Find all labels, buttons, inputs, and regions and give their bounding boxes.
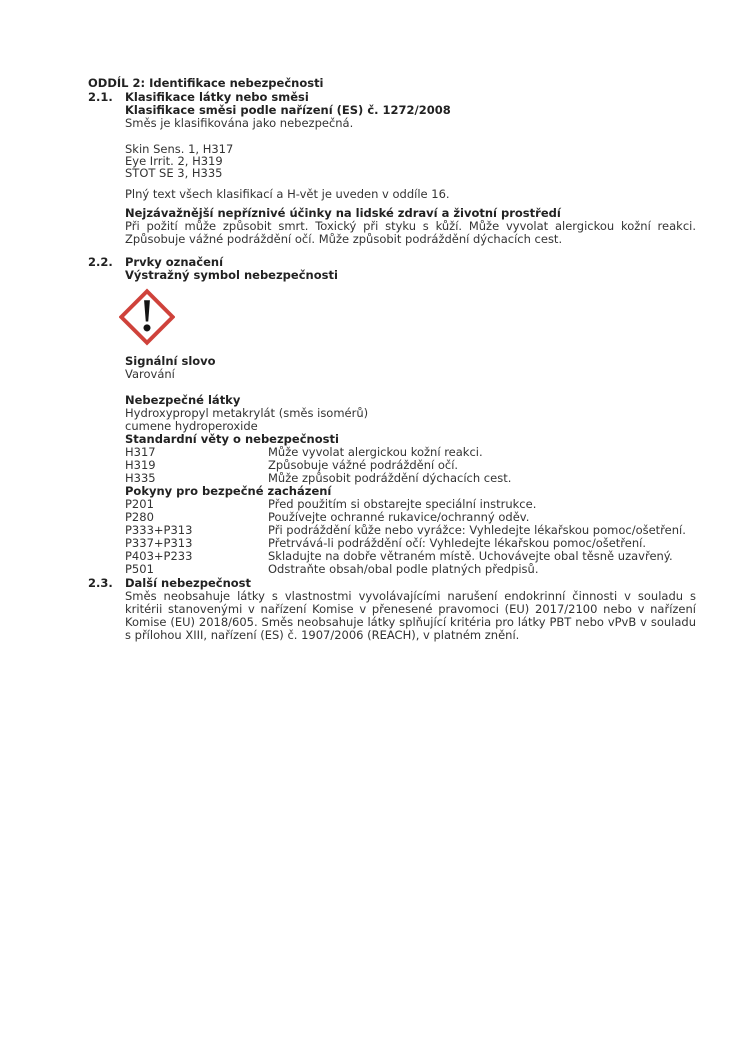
section-2-2-title: Prvky označení	[125, 255, 224, 269]
signal-word-label: Signální slovo	[125, 354, 216, 368]
p-statement-text: Před použitím si obstarejte speciální instrukce.	[268, 497, 537, 511]
p-statements-label: Pokyny pro bezpečné zacházení	[125, 484, 332, 498]
classified-note: Směs je klasifikována jako nebezpečná.	[125, 116, 354, 130]
classification-item: STOT SE 3, H335	[125, 166, 223, 180]
section-2-1-title: Klasifikace látky nebo směsi	[125, 90, 309, 104]
classification-item: Eye Irrit. 2, H319	[125, 154, 223, 168]
h-statement-text: Může vyvolat alergickou kožní reakci.	[268, 445, 483, 459]
full-text-note: Plný text všech klasifikací a H-vět je uveden v oddíle 16.	[125, 187, 450, 201]
p-statement-text: Skladujte na dobře větraném místě. Uchovávejte obal těsně uzavřený.	[268, 549, 673, 563]
h-statement-text: Způsobuje vážné podráždění očí.	[268, 458, 459, 472]
section-2-header: ODDÍL 2: Identifikace nebezpečnosti	[88, 76, 324, 90]
section-2-2-number: 2.2.	[88, 255, 113, 269]
hazardous-substance-item: cumene hydroperoxide	[125, 419, 258, 433]
pictogram-title: Výstražný symbol nebezpečnosti	[125, 268, 338, 282]
section-2-3-number: 2.3.	[88, 576, 113, 590]
p-statement-text: Při podráždění kůže nebo vyrážce: Vyhledejte lékařskou pomoc/ošetření.	[268, 523, 686, 537]
p-statement-code: P333+P313	[125, 523, 193, 537]
section-2-1-number: 2.1.	[88, 90, 113, 104]
pictogram-container	[119, 286, 696, 350]
signal-word-value: Varování	[125, 367, 175, 381]
adverse-effects-title: Nejzávažnější nepříznivé účinky na lidské zdraví a životní prostředí	[125, 206, 561, 220]
p-statement-code: P403+P233	[125, 549, 193, 563]
classification-list	[125, 143, 696, 179]
h-statements-label: Standardní věty o nebezpečnosti	[125, 432, 339, 446]
h-statement-code: H319	[125, 458, 156, 472]
p-statement-code: P501	[125, 562, 154, 576]
p-statement-code: P337+P313	[125, 536, 193, 550]
h-statement-code: H317	[125, 445, 156, 459]
p-statement-code: P280	[125, 510, 154, 524]
p-statement-code: P201	[125, 497, 154, 511]
adverse-effects-text: Při požití může způsobit smrt. Toxický při styku s kůží. Může vyvolat alergickou kožní reakci. Způsobuje vážné podráždění očí. Může způsobit podráždění dýchacích cest.	[125, 219, 696, 246]
classification-item: Skin Sens. 1, H317	[125, 142, 234, 156]
hazardous-substances-label: Nebezpečné látky	[125, 393, 241, 407]
p-statement-text: Používejte ochranné rukavice/ochranný oděv.	[268, 510, 530, 524]
p-statement-text: Přetrvává-li podráždění očí: Vyhledejte lékařskou pomoc/ošetření.	[268, 536, 646, 550]
p-statement-row	[125, 563, 696, 576]
classification-regulation-subtitle: Klasifikace směsi podle nařízení (ES) č. 1272/2008	[125, 103, 451, 117]
h-statement-text: Může způsobit podráždění dýchacích cest.	[268, 471, 512, 485]
section-2-3-title: Další nebezpečnost	[125, 576, 252, 590]
p-statement-text: Odstraňte obsah/obal podle platných předpisů.	[268, 562, 539, 576]
h-statement-code: H335	[125, 471, 156, 485]
other-hazards-text: Směs neobsahuje látky s vlastnostmi vyvolávajícími narušení endokrinní činnosti v souladu s kritérii stanovenými v nařízení Komise v přenesené pravomoci (EU) 2017/2100 nebo v nařízení Komise (EU) 2018/605. Směs neobsahuje látky splňující kritéria pro látky PBT nebo vPvB v souladu s přílohou XIII, nařízení (ES) č. 1907/2006 (REACH), v platném znění.	[125, 589, 696, 642]
hazardous-substance-item: Hydroxypropyl metakrylát (směs isomérů)	[125, 406, 369, 420]
ghs07-exclamation-icon	[119, 286, 175, 348]
